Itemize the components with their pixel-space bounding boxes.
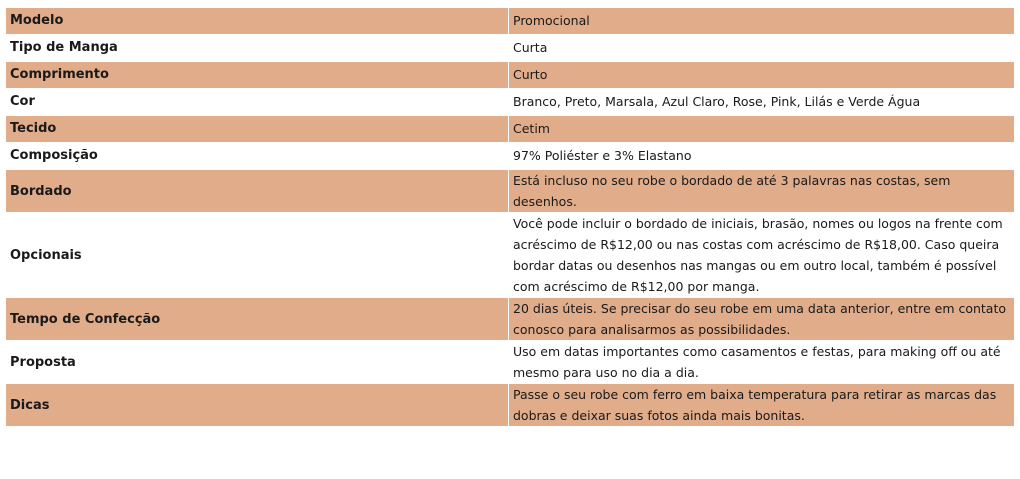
spec-row-tempo-de-confeccao	[6, 298, 1014, 340]
spec-value: Uso em datas importantes como casamentos e festas, para making off ou até mesmo para uso no dia a dia.	[509, 341, 1014, 383]
spec-label: Modelo	[6, 8, 508, 34]
spec-row-opcionais	[6, 213, 1014, 297]
spec-label: Composição	[6, 143, 508, 169]
spec-label: Cor	[6, 89, 508, 115]
spec-label: Opcionais	[6, 213, 508, 297]
spec-value: Promocional	[509, 8, 1014, 34]
spec-value: Curta	[509, 35, 1014, 61]
spec-label: Tempo de Confecção	[6, 298, 508, 340]
spec-label: Comprimento	[6, 62, 508, 88]
spec-row-dicas	[6, 384, 1014, 426]
spec-value: Cetim	[509, 116, 1014, 142]
spec-row-bordado	[6, 170, 1014, 212]
spec-row-cor	[6, 89, 1014, 115]
spec-value: Curto	[509, 62, 1014, 88]
spec-value: Branco, Preto, Marsala, Azul Claro, Rose, Pink, Lilás e Verde Água	[509, 89, 1014, 115]
product-spec-table	[5, 7, 1015, 427]
spec-row-tecido	[6, 116, 1014, 142]
spec-row-composicao	[6, 143, 1014, 169]
spec-row-proposta	[6, 341, 1014, 383]
spec-row-comprimento	[6, 62, 1014, 88]
spec-label: Bordado	[6, 170, 508, 212]
spec-value: Está incluso no seu robe o bordado de até 3 palavras nas costas, sem desenhos.	[509, 170, 1014, 212]
spec-value: 97% Poliéster e 3% Elastano	[509, 143, 1014, 169]
spec-row-tipo-de-manga	[6, 35, 1014, 61]
spec-value: 20 dias úteis. Se precisar do seu robe em uma data anterior, entre em contato conosco para analisarmos as possibilidades.	[509, 298, 1014, 340]
spec-label: Tipo de Manga	[6, 35, 508, 61]
spec-label: Dicas	[6, 384, 508, 426]
spec-label: Proposta	[6, 341, 508, 383]
spec-label: Tecido	[6, 116, 508, 142]
spec-value: Você pode incluir o bordado de iniciais, brasão, nomes ou logos na frente com acréscimo de R$12,00 ou nas costas com acréscimo de R$18,00. Caso queira bordar datas ou desenhos nas mangas ou em outro local, também é possível com acréscimo de R$12,00 por manga.	[509, 213, 1014, 297]
spec-row-modelo	[6, 8, 1014, 34]
spec-value: Passe o seu robe com ferro em baixa temperatura para retirar as marcas das dobras e deixar suas fotos ainda mais bonitas.	[509, 384, 1014, 426]
